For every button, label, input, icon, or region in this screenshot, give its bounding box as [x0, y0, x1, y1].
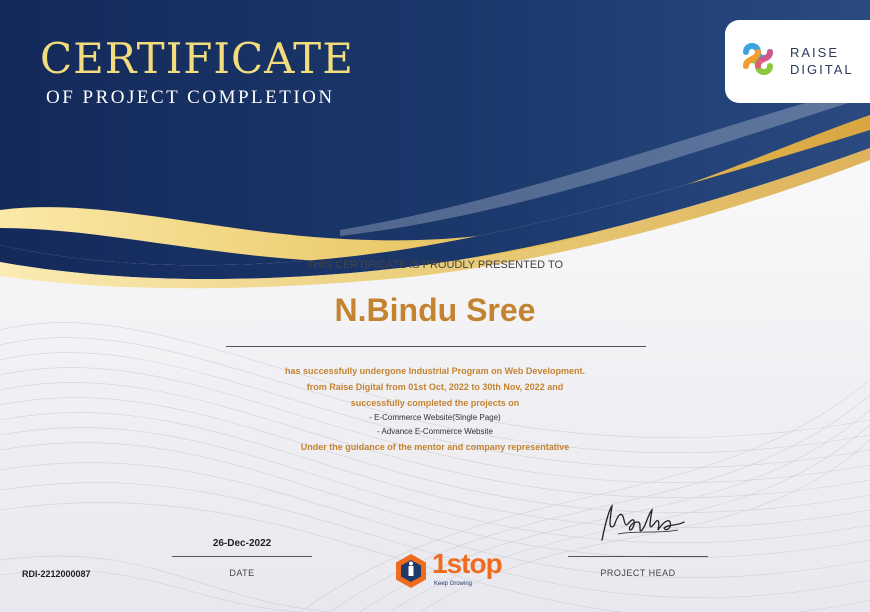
presentation-intro: THIS CERTIFICATE IS PROUDLY PRESENTED TO: [306, 259, 564, 271]
brand-name-line1: RAISE: [790, 45, 840, 60]
signature-underline: [568, 556, 708, 557]
project-item: - E-Commerce Website(Single Page): [369, 413, 501, 422]
projects-intro: successfully completed the projects on: [350, 398, 520, 408]
signature-image: [598, 500, 688, 550]
issue-date: 26-Dec-2022: [212, 538, 272, 549]
certificate-subtitle: OF PROJECT COMPLETION: [46, 87, 335, 108]
partner-tagline: Keep Growing: [434, 581, 473, 587]
istop-logo-icon: [393, 553, 429, 589]
program-dates: from Raise Digital from 01st Oct, 2022 to 30th Nov, 2022 and: [306, 382, 564, 392]
program-description: has successfully undergone Industrial Program on Web Development.: [285, 366, 585, 376]
date-underline: [172, 556, 312, 557]
project-item: - Advance E-Commerce Website: [377, 427, 493, 436]
project-head-label: PROJECT HEAD: [600, 568, 676, 578]
recipient-underline: [226, 346, 646, 347]
partner-logo-word: 1stop: [432, 548, 502, 579]
certificate-title: CERTIFICATE: [40, 34, 354, 83]
recipient-name: N.Bindu Sree: [334, 292, 536, 328]
brand-name-line2: DIGITAL: [790, 62, 854, 77]
brand-name: [790, 44, 854, 78]
date-label: DATE: [229, 568, 255, 578]
certificate-id: RDI-2212000087: [22, 569, 91, 579]
raise-digital-logo-icon: [738, 38, 778, 80]
guidance-note: Under the guidance of the mentor and company representative: [300, 442, 570, 452]
